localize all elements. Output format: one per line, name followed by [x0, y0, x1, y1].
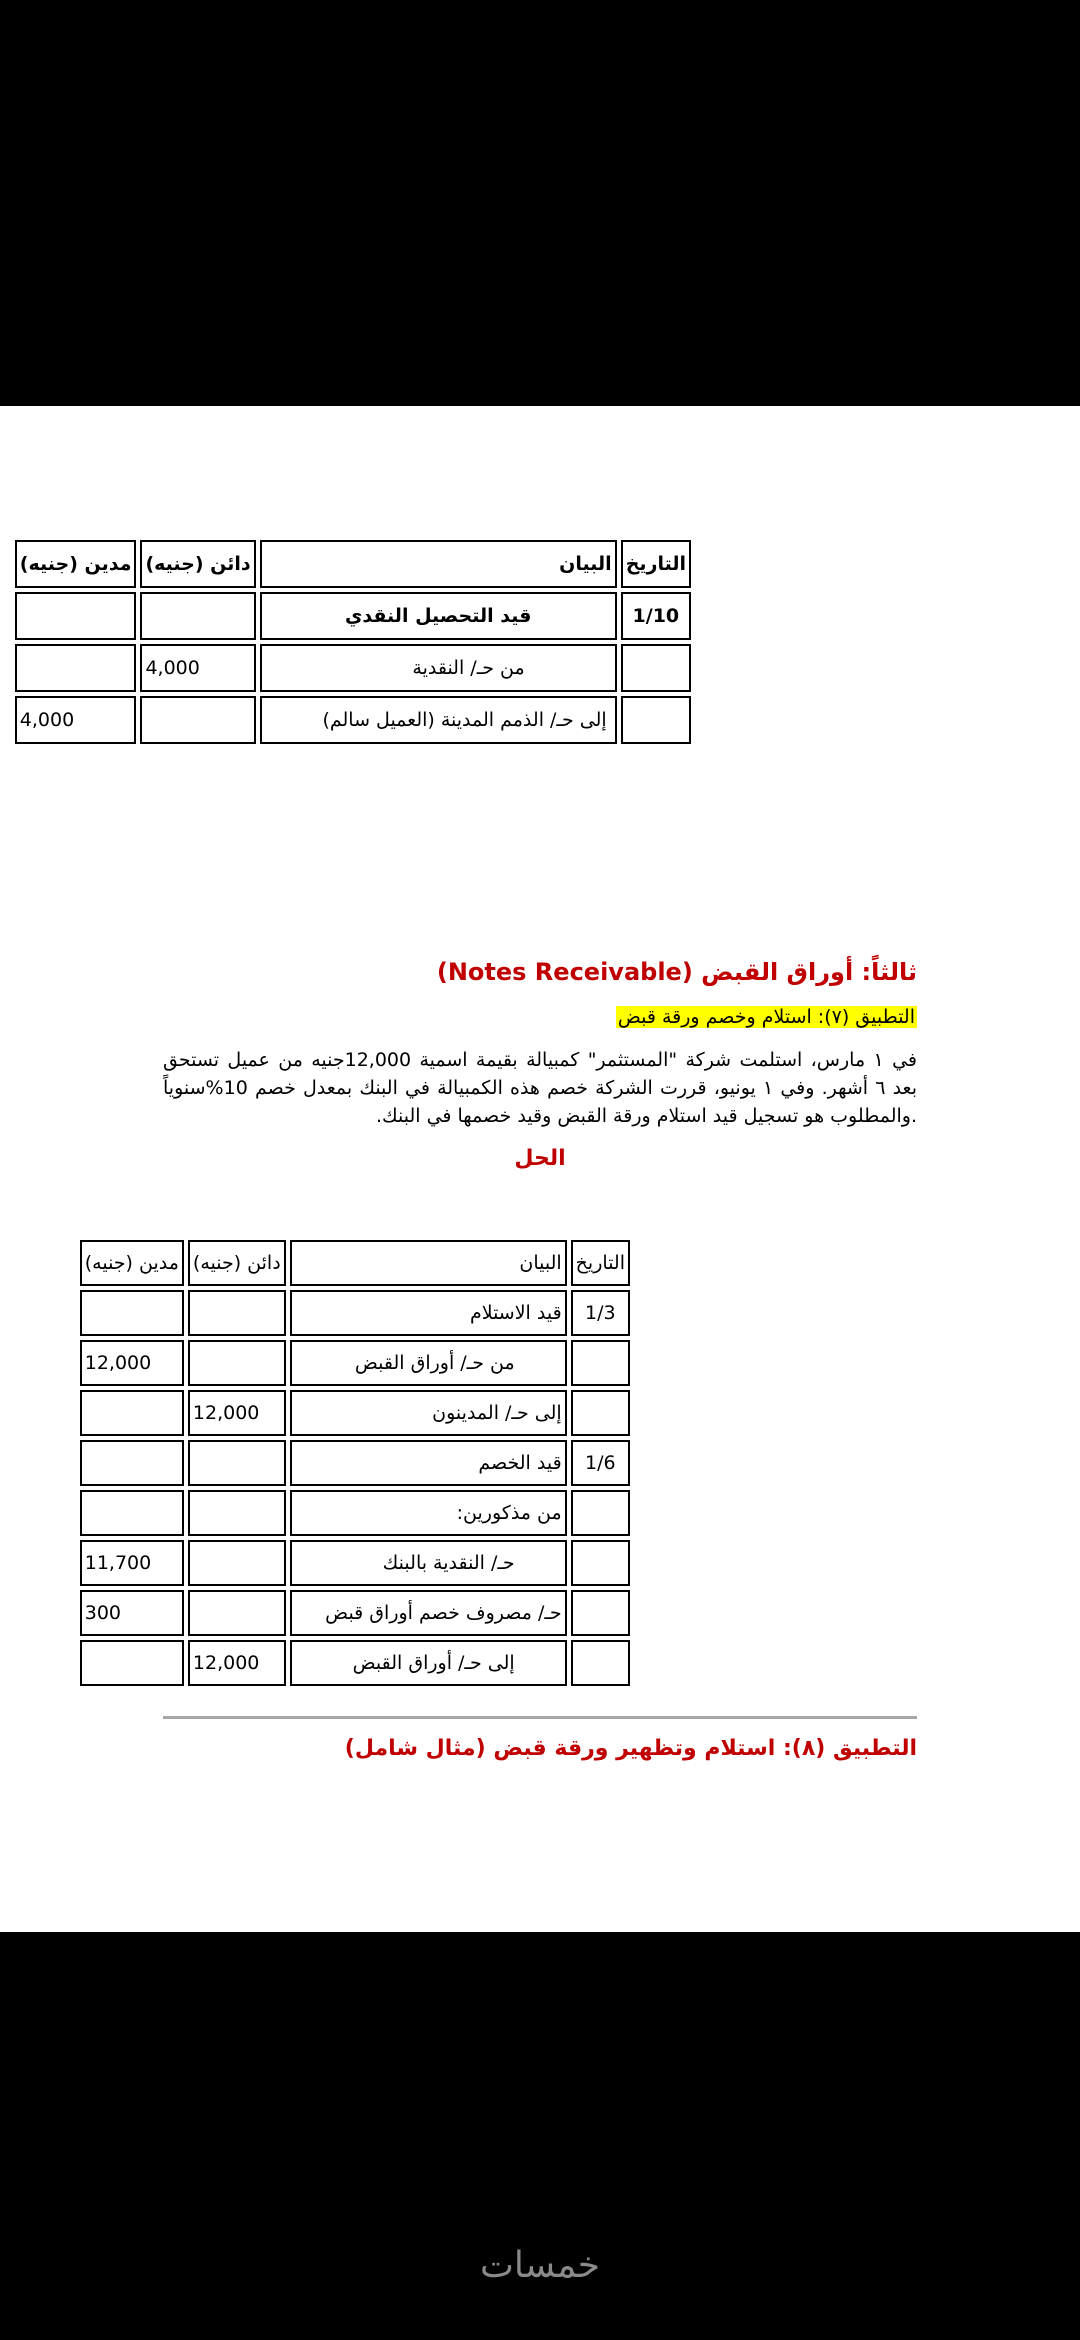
document-page	[0, 406, 1080, 1932]
row-description: من حـ/ النقدية	[260, 644, 617, 692]
header-credit: دائن (جنيه)	[188, 1240, 286, 1286]
header-description: البيان	[260, 540, 617, 588]
row-date	[621, 696, 691, 744]
row-debit	[80, 1490, 184, 1536]
row-date: 1/3	[571, 1290, 630, 1336]
row-debit: 11,700	[80, 1540, 184, 1586]
row-credit	[188, 1540, 286, 1586]
row-credit	[188, 1440, 286, 1486]
table-header-row	[80, 1240, 630, 1286]
row-date	[571, 1540, 630, 1586]
row-date: 1/6	[571, 1440, 630, 1486]
horizontal-divider	[163, 1716, 917, 1719]
header-debit: مدين (جنيه)	[15, 540, 137, 588]
row-credit	[188, 1590, 286, 1636]
row-credit	[140, 592, 255, 640]
row-debit	[80, 1390, 184, 1436]
row-date	[571, 1340, 630, 1386]
header-credit: دائن (جنيه)	[140, 540, 255, 588]
table-row	[15, 644, 691, 692]
table-row	[80, 1340, 630, 1386]
table-row	[80, 1590, 630, 1636]
table-row	[80, 1390, 630, 1436]
table-row	[80, 1440, 630, 1486]
row-debit	[80, 1290, 184, 1336]
table-row	[15, 696, 691, 744]
journal-table-collection	[11, 536, 695, 748]
solution-heading: الحل	[514, 1146, 566, 1171]
row-description: إلى حـ/ الذمم المدينة (العميل سالم)	[260, 696, 617, 744]
application-7-title: التطبيق (٧): استلام وخصم ورقة قبض	[617, 1006, 915, 1028]
header-date: التاريخ	[571, 1240, 630, 1286]
row-description: قيد الخصم	[290, 1440, 567, 1486]
row-date	[571, 1390, 630, 1436]
row-description: إلى حـ/ أوراق القبض	[290, 1640, 567, 1686]
row-credit: 12,000	[188, 1640, 286, 1686]
row-credit	[188, 1290, 286, 1336]
row-description: إلى حـ/ المدينون	[290, 1390, 567, 1436]
row-debit	[80, 1440, 184, 1486]
row-date	[621, 644, 691, 692]
row-credit	[188, 1490, 286, 1536]
row-description: حـ/ مصروف خصم أوراق قبض	[290, 1590, 567, 1636]
row-debit	[80, 1640, 184, 1686]
table-row	[15, 592, 691, 640]
row-credit: 12,000	[188, 1390, 286, 1436]
row-description: قيد الاستلام	[290, 1290, 567, 1336]
header-debit: مدين (جنيه)	[80, 1240, 184, 1286]
row-credit	[188, 1340, 286, 1386]
table-header-row	[15, 540, 691, 588]
row-date: 1/10	[621, 592, 691, 640]
section-title: ثالثاً: أوراق القبض (Notes Receivable)	[436, 958, 917, 986]
row-debit: 300	[80, 1590, 184, 1636]
table-row	[80, 1290, 630, 1336]
header-date: التاريخ	[621, 540, 691, 588]
application-8-title: التطبيق (٨): استلام وتظهير ورقة قبض (مثال شامل)	[344, 1736, 917, 1761]
row-date	[571, 1640, 630, 1686]
row-date	[571, 1490, 630, 1536]
row-credit	[140, 696, 255, 744]
problem-paragraph: في ١ مارس، استلمت شركة "المستثمر" كمبيالة بقيمة اسمية 12,000جنيه من عميل تستحق بعد ٦ أشهر. وفي ١ يونيو، قررت الشركة خصم هذه الكمبيالة في البنك بمعدل خصم 10%سنوياً .والمطلوب هو تسجيل قيد استلام ورقة القبض وقيد خصمها في البنك.	[163, 1049, 917, 1127]
row-credit: 4,000	[140, 644, 255, 692]
row-date	[571, 1590, 630, 1636]
journal-table-notes-receivable	[76, 1236, 634, 1690]
row-description: حـ/ النقدية بالبنك	[290, 1540, 567, 1586]
table-row	[80, 1540, 630, 1586]
header-description: البيان	[290, 1240, 567, 1286]
row-description: من حـ/ أوراق القبض	[290, 1340, 567, 1386]
row-description: من مذكورين:	[290, 1490, 567, 1536]
row-debit: 12,000	[80, 1340, 184, 1386]
row-description: قيد التحصيل النقدي	[260, 592, 617, 640]
table-row	[80, 1490, 630, 1536]
row-debit: 4,000	[15, 696, 137, 744]
row-debit	[15, 644, 137, 692]
watermark-logo: خمسات	[479, 2245, 601, 2286]
row-debit	[15, 592, 137, 640]
table-row	[80, 1640, 630, 1686]
